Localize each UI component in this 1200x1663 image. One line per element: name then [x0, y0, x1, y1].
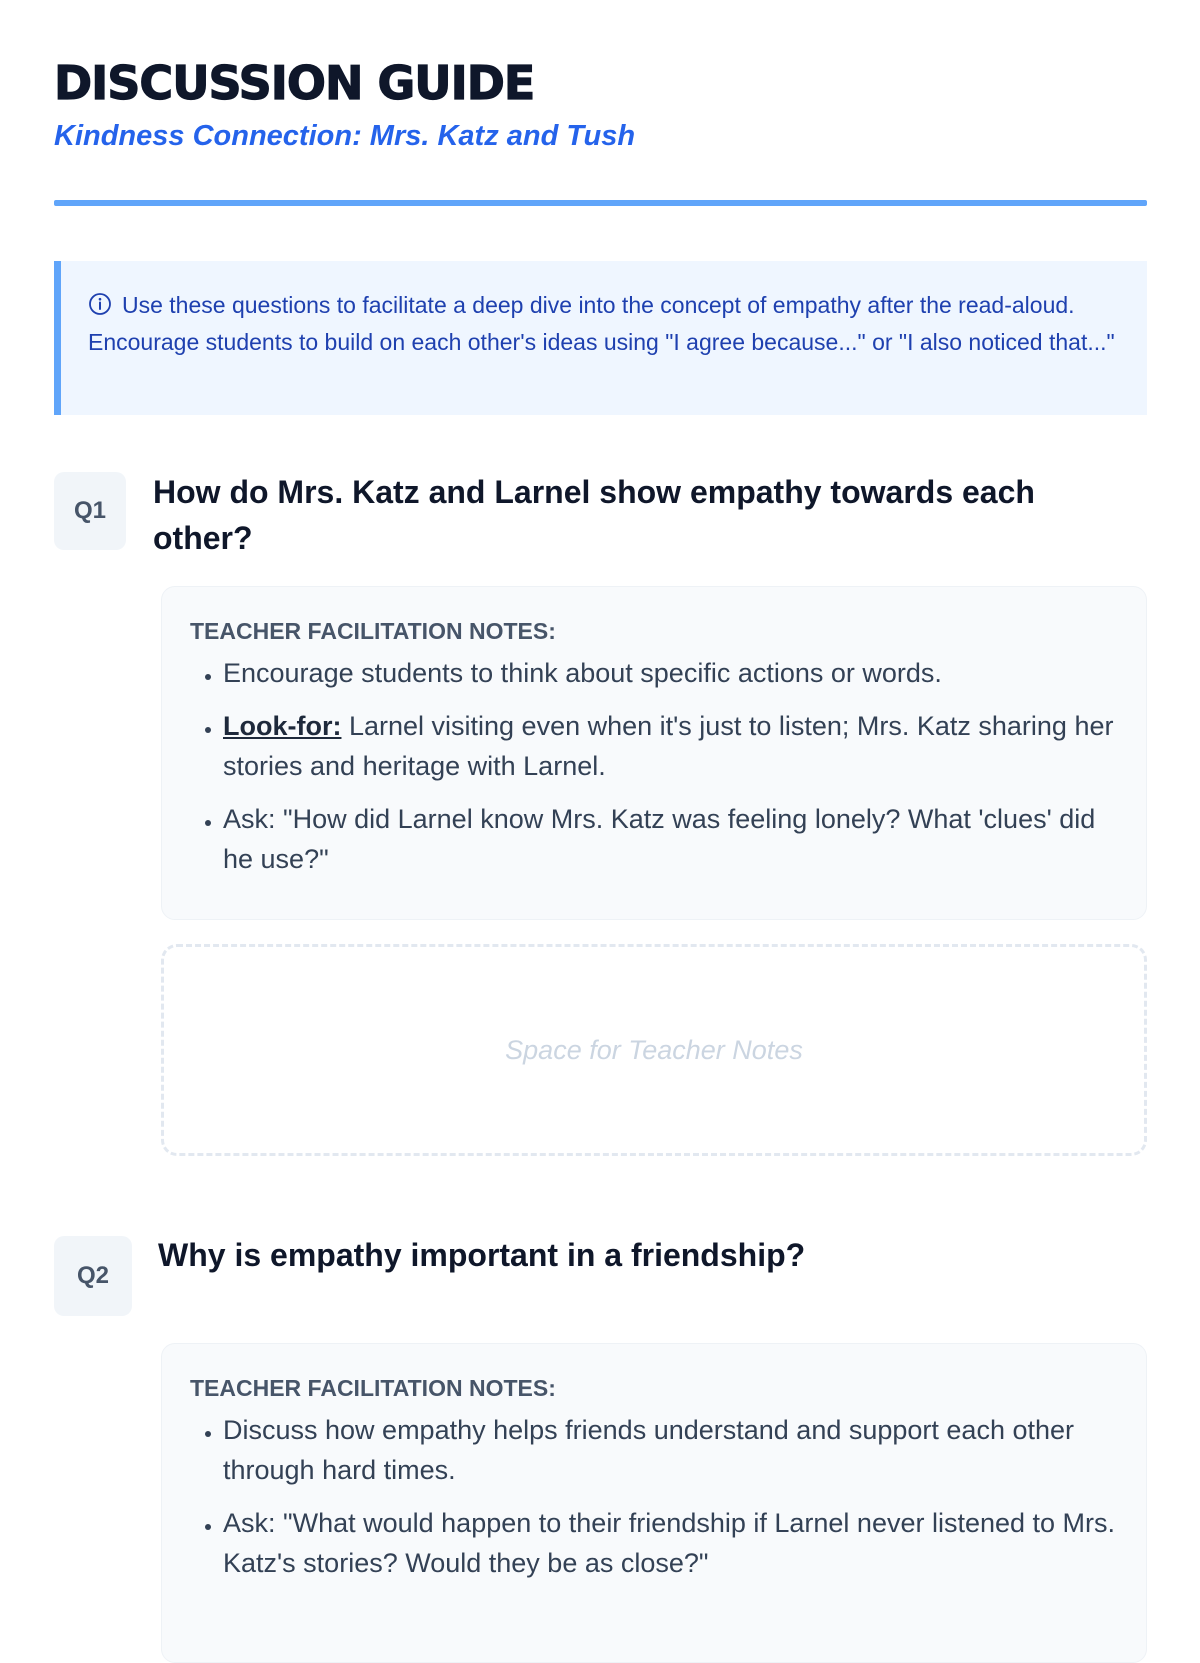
intro-text: Use these questions to facilitate a deep dive into the concept of empathy after the read-aloud. Encourage students to build on each other's ideas using "I agree because..." or "I also noticed that..." [88, 292, 1115, 355]
notes-space-placeholder: Space for Teacher Notes [505, 1034, 803, 1065]
notes-heading: TEACHER FACILITATION NOTES: [190, 618, 556, 644]
teacher-notes-space[interactable] [161, 944, 1147, 1156]
title-divider [54, 200, 1147, 206]
list-item: • Discuss how empathy helps friends understand and support each other through hard times. [223, 1410, 1116, 1490]
facilitation-notes [161, 1343, 1147, 1663]
question-1 [54, 472, 1147, 1162]
question-2 [54, 1236, 1147, 1600]
list-item: • Look-for: Larnel visiting even when it's just to listen; Mrs. Katz sharing her stories and heritage with Larnel. [223, 706, 1116, 786]
question-number-badge: Q2 [54, 1236, 132, 1316]
info-circle-icon [88, 291, 112, 325]
list-item: • Ask: "How did Larnel know Mrs. Katz was feeling lonely? What 'clues' did he use?" [223, 799, 1116, 879]
facilitation-notes [161, 586, 1147, 920]
question-text: How do Mrs. Katz and Larnel show empathy towards each other? [153, 474, 1035, 556]
look-for-label: Look-for: [223, 711, 342, 741]
intro-callout [54, 261, 1147, 415]
list-item: • Ask: "What would happen to their friendship if Larnel never listened to Mrs. Katz's stories? Would they be as close?" [223, 1503, 1116, 1583]
question-text: Why is empathy important in a friendship? [158, 1237, 806, 1273]
page-subtitle: Kindness Connection: Mrs. Katz and Tush [54, 120, 636, 152]
question-number-badge: Q1 [54, 472, 126, 550]
page-title: DISCUSSION GUIDE [54, 56, 535, 110]
notes-heading: TEACHER FACILITATION NOTES: [190, 1375, 556, 1401]
notes-list [190, 653, 1116, 879]
notes-list [190, 1410, 1116, 1583]
list-item: • Encourage students to think about specific actions or words. [223, 653, 1116, 693]
